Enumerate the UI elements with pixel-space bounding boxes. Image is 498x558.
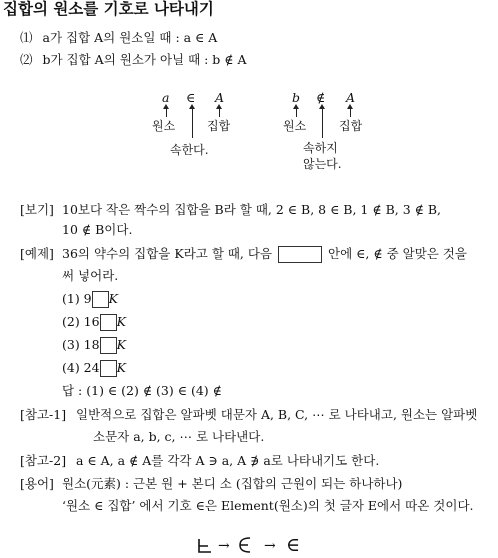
evolution-arrow-2: → (264, 538, 276, 554)
element-of-symbol: ∈ (286, 534, 301, 556)
item-number: ⑵ (20, 52, 33, 67)
exercise-line-1 (62, 246, 467, 263)
set-symbol: K (108, 291, 118, 306)
answer-box (100, 314, 117, 331)
answer-blank-box (278, 246, 322, 263)
set-symbol: A (346, 90, 356, 105)
set-symbol: K (116, 337, 126, 352)
definition-item-1 (20, 30, 217, 46)
definition-item-2 (20, 52, 247, 68)
example-tag: [보기] (20, 202, 54, 217)
member-of-symbol: ∈ (186, 90, 196, 105)
set-symbol: A (215, 90, 225, 105)
arrow-up-icon (296, 108, 297, 117)
note-1-line-1: 일반적으로 집합은 알파벳 대문자 A, B, C, ⋯ 로 나타내고, 원소는 알파벳 (76, 407, 478, 422)
item-label: (3) 18 (62, 337, 100, 352)
answer-box (100, 337, 117, 354)
item-label: (2) 16 (62, 314, 100, 329)
item-label: (4) 24 (62, 360, 100, 375)
note-2-line-1: a ∈ A, a ∉ A를 각각 A ∋ a, A ∌ a로 나타내기도 한다. (76, 453, 380, 468)
answer-box (100, 360, 117, 377)
arrow-up-icon (192, 108, 193, 138)
caption: 속한다. (170, 143, 209, 157)
element-symbol: a (162, 90, 170, 105)
arrow-up-icon (322, 108, 323, 138)
definition-text: a가 집합 A의 원소일 때 : a ∈ A (42, 30, 218, 45)
answer-box (92, 291, 109, 308)
element-label: 원소 (283, 119, 307, 133)
element-label: 원소 (152, 119, 176, 133)
item-number: ⑴ (20, 30, 33, 45)
term-tag: [용어] (20, 476, 54, 491)
example-line-2: 10 ∉ B이다. (62, 222, 133, 237)
arrow-up-icon (350, 108, 351, 117)
page-title: 집합의 원소를 기호로 나타내기 (3, 0, 214, 18)
exercise-item-4 (62, 360, 126, 377)
term-line-2: ‘원소 ∈ 집합’ 에서 기호 ∈은 Element(원소)의 첫 글자 E에서 따온 것이다. (62, 498, 474, 513)
note-2-tag: [참고-2] (20, 453, 67, 468)
note-1-tag: [참고-1] (20, 407, 67, 422)
arrow-up-icon (166, 108, 167, 117)
element-symbol: b (292, 90, 301, 105)
exercise-tag: [예제] (20, 246, 54, 261)
note-1-line-2: 소문자 a, b, c, ⋯ 로 나타낸다. (93, 429, 265, 444)
evolution-arrow-1: → (218, 538, 230, 554)
term-line-1: 원소(元素) : 근본 원 + 본디 소 (집합의 근원이 되는 하나하나) (62, 476, 403, 491)
exercise-item-1 (62, 291, 118, 308)
set-symbol: K (116, 314, 126, 329)
exercise-item-2 (62, 314, 126, 331)
caption-line-2: 않는다. (303, 157, 342, 171)
not-member-of-symbol: ∉ (316, 90, 326, 105)
definition-text: b가 집합 A의 원소가 아닐 때 : b ∉ A (42, 52, 247, 67)
arrow-up-icon (219, 108, 220, 117)
exercise-text-b: 안에 ∈, ∉ 중 알맞은 것을 (328, 246, 467, 261)
set-label: 집합 (339, 119, 363, 133)
set-symbol: K (116, 360, 126, 375)
exercise-line-2: 써 넣어라. (62, 268, 119, 283)
exercise-text-a: 36의 약수의 집합을 K라고 할 때, 다음 (62, 246, 273, 261)
example-line-1: 10보다 작은 짝수의 집합을 B라 할 때, 2 ∈ B, 8 ∈ B, 1 ∉ B, 3 ∉ B, (62, 202, 442, 217)
answer-line: 답 : (1) ∈ (2) ∉ (3) ∈ (4) ∉ (62, 383, 222, 398)
exercise-item-3 (62, 337, 126, 354)
item-label: (1) 9 (62, 291, 92, 306)
letter-e-glyph-icon (196, 537, 214, 555)
caption-line-1: 속하지 (303, 141, 338, 155)
set-label: 집합 (207, 119, 231, 133)
curved-epsilon-glyph-icon (236, 535, 254, 555)
